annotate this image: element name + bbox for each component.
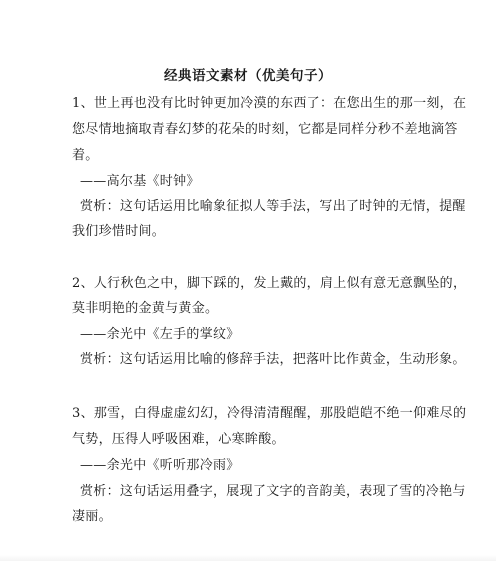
page-bottom-edge [0, 555, 496, 561]
item-2-text-line-1: 2、人行秋色之中，脚下踩的，发上戴的，肩上似有意无意飘坠的， [72, 276, 467, 291]
item-2-source: ——余光中《左手的掌纹》 [80, 327, 240, 342]
document-title: 经典语文素材（优美句子） [164, 68, 332, 84]
item-3-comment-line-2: 凄丽。 [72, 509, 112, 524]
item-1-text-line-1: 1、世上再也没有比时钟更加冷漠的东西了：在您出生的那一刻，在 [72, 96, 467, 111]
item-1-comment-line-2: 我们珍惜时间。 [72, 224, 166, 239]
item-1-comment-line-1: 赏析：这句话运用比喻象征拟人等手法，写出了时钟的无情，提醒 [80, 199, 466, 214]
item-2-comment-line-1: 赏析：这句话运用比喻的修辞手法，把落叶比作黄金，生动形象。 [80, 352, 466, 367]
item-1-text-line-2: 您尽情地摘取青春幻梦的花朵的时刻，它都是同样分秒不差地滴答 [72, 122, 458, 137]
item-3-text-line-1: 3、那雪，白得虚虚幻幻，冷得清清醒醒，那股皑皑不绝一仰难尽的 [72, 406, 467, 421]
item-3-text-line-2: 气势，压得人呼吸困难，心寒眸酸。 [72, 432, 285, 447]
item-3-source: ——余光中《听听那冷雨》 [80, 458, 240, 473]
item-2-text-line-2: 莫非明艳的金黄与黄金。 [72, 301, 219, 316]
item-1-source: ——高尔基《时钟》 [80, 174, 200, 189]
item-3-comment-line-1: 赏析：这句话运用叠字，展现了文字的音韵美，表现了雪的冷艳与 [80, 484, 466, 499]
item-1-text-line-3: 着。 [72, 148, 99, 163]
